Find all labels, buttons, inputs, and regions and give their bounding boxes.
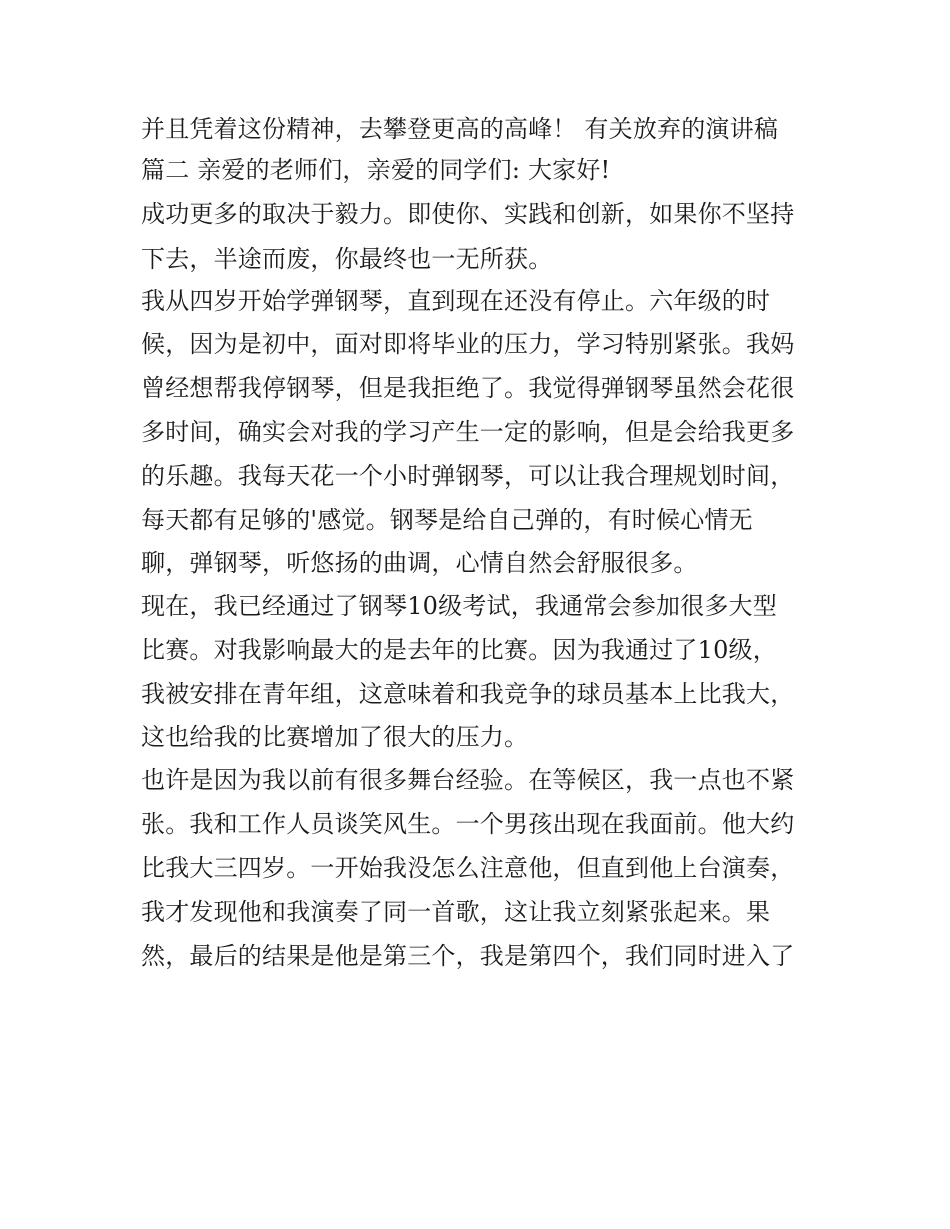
text-line: 成功更多的取决于毅力。即使你、实践和创新，如果你不坚持 — [141, 200, 795, 228]
text-line: 然，最后的结果是他是第三个，我是第四个，我们同时进入了 — [141, 942, 795, 970]
document-body — [141, 108, 831, 978]
text-line: 我被安排在青年组，这意味着和我竞争的球员基本上比我大， — [141, 680, 795, 708]
text-line: 多时间，确实会对我的学习产生一定的影响，但是会给我更多 — [141, 418, 795, 446]
text-line: 我才发现他和我演奏了同一首歌，这让我立刻紧张起来。果 — [141, 898, 771, 926]
text-line: 现在，我已经通过了钢琴10级考试，我通常会参加很多大型 — [141, 592, 777, 620]
text-line: 的乐趣。我每天花一个小时弹钢琴，可以让我合理规划时间， — [141, 462, 795, 490]
text-line: 比赛。对我影响最大的是去年的比赛。因为我通过了10级， — [141, 636, 777, 664]
text-line: 篇二 亲爱的老师们，亲爱的同学们: 大家好! — [141, 156, 611, 184]
text-line: 我从四岁开始学弹钢琴，直到现在还没有停止。六年级的时 — [141, 287, 771, 315]
text-line: 并且凭着这份精神，去攀登更高的高峰！ 有关放弃的演讲稿 — [141, 115, 779, 143]
text-line: 每天都有足够的'感觉。钢琴是给自己弹的，有时候心情无 — [141, 506, 753, 534]
text-line: 也许是因为我以前有很多舞台经验。在等候区，我一点也不紧 — [141, 766, 795, 794]
text-line: 聊，弹钢琴，听悠扬的曲调，心情自然会舒服很多。 — [141, 549, 698, 577]
text-line: 张。我和工作人员谈笑风生。一个男孩出现在我面前。他大约 — [141, 810, 795, 838]
text-line: 下去，半途而废，你最终也一无所获。 — [141, 245, 553, 273]
text-line: 比我大三四岁。一开始我没怎么注意他，但直到他上台演奏， — [141, 854, 795, 882]
text-line: 候，因为是初中，面对即将毕业的压力，学习特别紧张。我妈 — [141, 330, 795, 358]
text-line: 曾经想帮我停钢琴，但是我拒绝了。我觉得弹钢琴虽然会花很 — [141, 374, 795, 402]
text-line: 这也给我的比赛增加了很大的压力。 — [141, 723, 529, 751]
